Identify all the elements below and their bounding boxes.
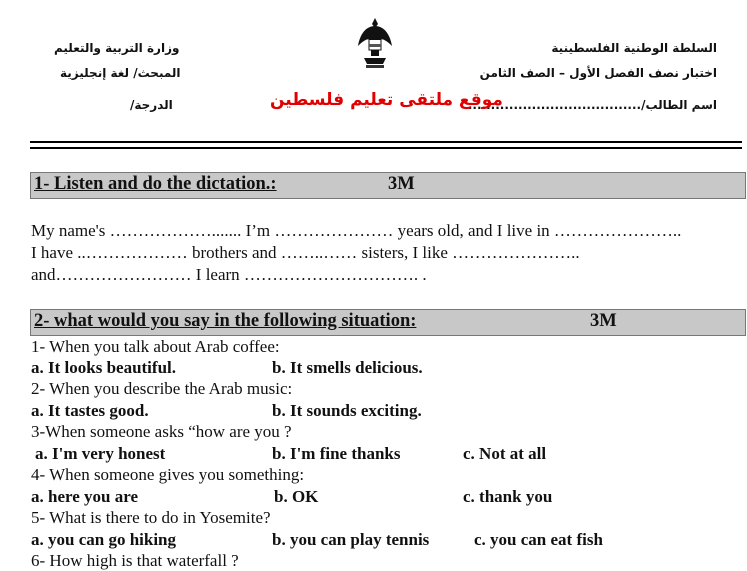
dictation-line-3: and…………………… I learn …………………………. . bbox=[31, 265, 427, 284]
header-divider-top bbox=[30, 141, 742, 143]
question-1: 1- When you talk about Arab coffee: bbox=[31, 337, 280, 356]
question-5: 5- What is there to do in Yosemite? bbox=[31, 508, 271, 527]
subject-label: المبحث/ لغة إنجليزية bbox=[60, 66, 181, 80]
section2-marks: 3M bbox=[590, 311, 617, 331]
q5-option-b: b. you can play tennis bbox=[272, 530, 430, 549]
q3-option-a: a. I'm very honest bbox=[35, 444, 166, 463]
q2-option-b: b. It sounds exciting. bbox=[272, 401, 422, 420]
section2-header bbox=[30, 309, 746, 336]
q5-option-a: a. you can go hiking bbox=[31, 530, 177, 549]
grade-label: الدرجة/ bbox=[130, 98, 173, 112]
eagle-emblem-icon bbox=[356, 16, 394, 70]
q1-option-b: b. It smells delicious. bbox=[272, 358, 423, 377]
q4-option-a: a. here you are bbox=[31, 487, 139, 506]
dictation-line-1: My name's ………………....... I’m ………………… years old, and I live in ………………….. bbox=[31, 221, 682, 240]
dictation-line-2: I have ..……………… brothers and ……..…… sisters, I like ………………….. bbox=[31, 243, 580, 262]
authority-name: السلطة الوطنية الفلسطينية bbox=[551, 41, 717, 55]
question-4: 4- When someone gives you something: bbox=[31, 465, 305, 484]
ministry-name: وزارة التربية والتعليم bbox=[54, 41, 180, 55]
site-title: موقع ملتقى تعليم فلسطين bbox=[270, 90, 503, 110]
q3-option-c: c. Not at all bbox=[463, 444, 547, 463]
section1-title: 1- Listen and do the dictation.: bbox=[34, 174, 277, 194]
question-3: 3-When someone asks “how are you ? bbox=[31, 422, 292, 441]
q3-option-b: b. I'm fine thanks bbox=[272, 444, 401, 463]
exam-title: اختبار نصف الفصل الأول – الصف الثامن bbox=[479, 66, 717, 80]
q2-option-a: a. It tastes good. bbox=[31, 401, 149, 420]
q5-option-c: c. you can eat fish bbox=[474, 530, 603, 549]
question-2: 2- When you describe the Arab music: bbox=[31, 379, 293, 398]
question-6: 6- How high is that waterfall ? bbox=[31, 551, 239, 570]
q4-option-b: b. OK bbox=[274, 487, 319, 506]
q1-option-a: a. It looks beautiful. bbox=[31, 358, 176, 377]
student-name-field: اسم الطالب/...................................... bbox=[467, 98, 717, 112]
section1-header bbox=[30, 172, 746, 199]
header-divider-bottom bbox=[30, 147, 742, 149]
q4-option-c: c. thank you bbox=[463, 487, 553, 506]
section2-title: 2- what would you say in the following situation: bbox=[34, 311, 417, 331]
section1-marks: 3M bbox=[388, 174, 415, 194]
